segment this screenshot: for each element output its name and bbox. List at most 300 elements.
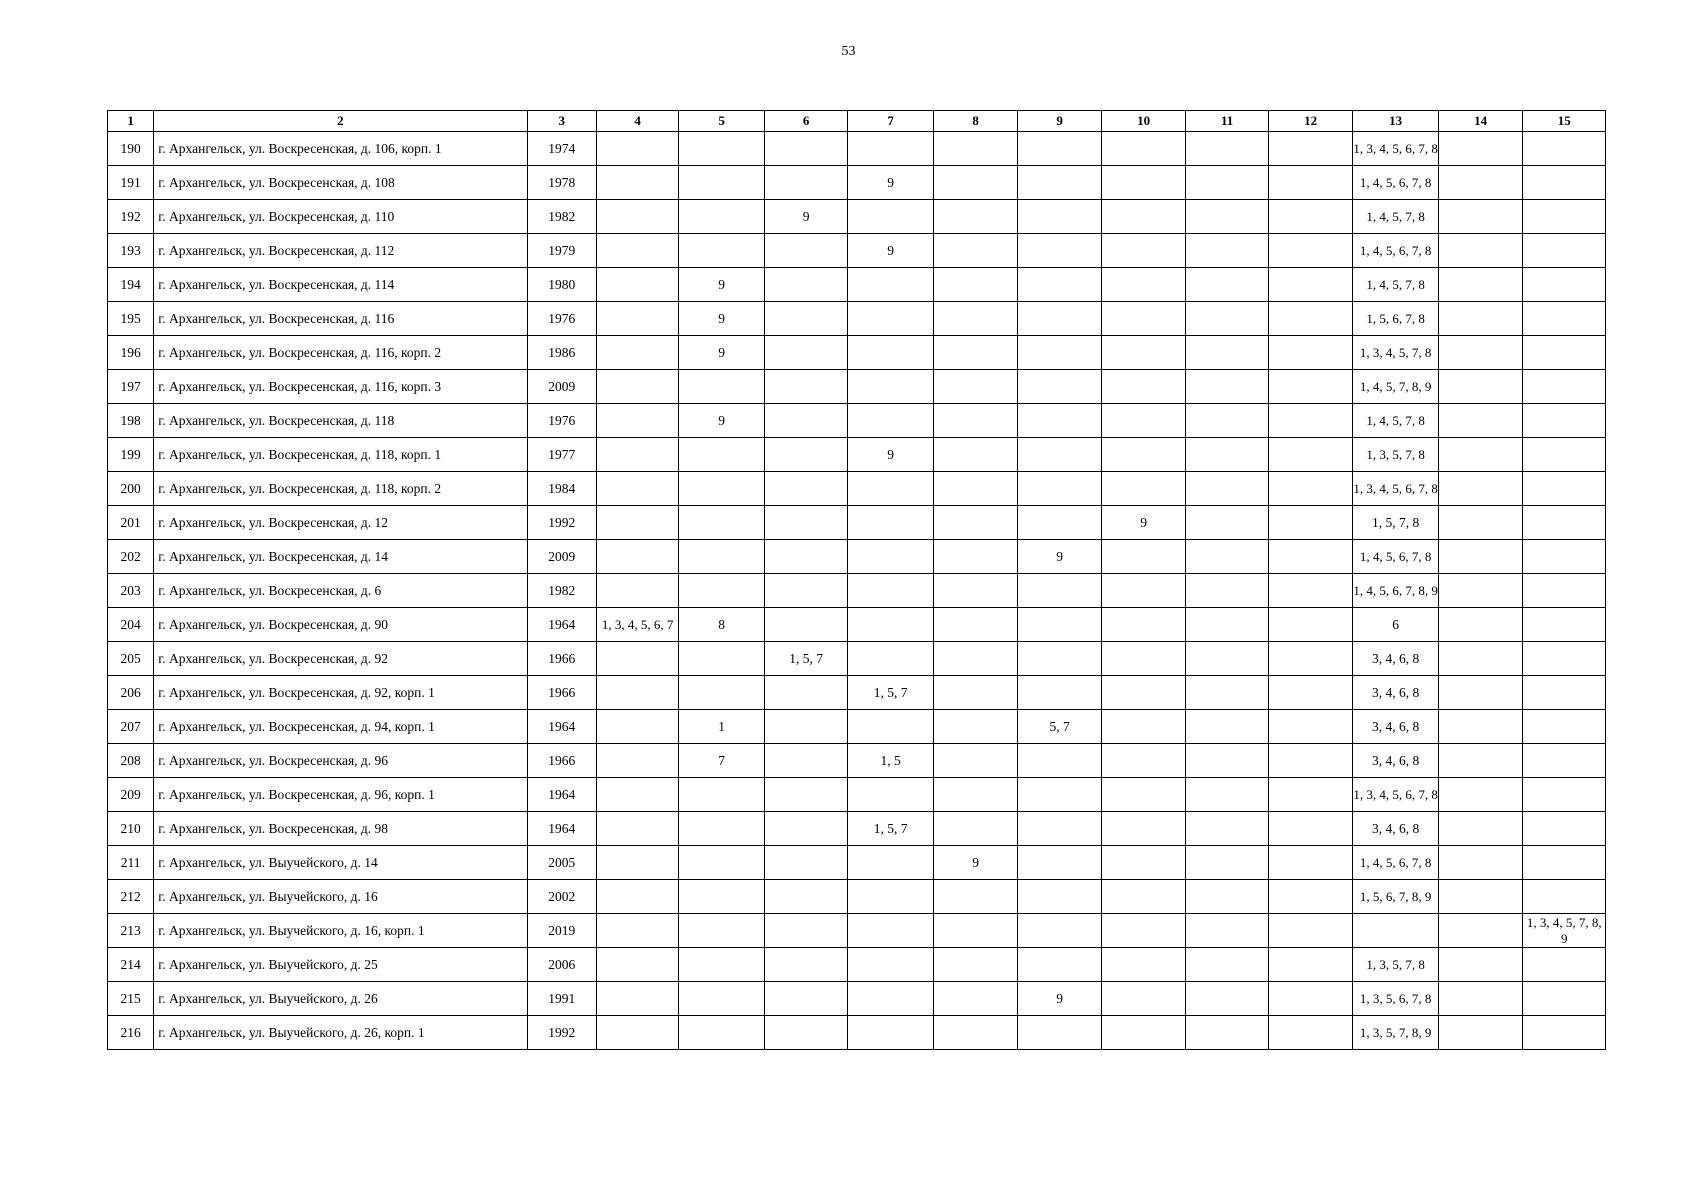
table-cell: 9 xyxy=(848,234,934,268)
table-cell xyxy=(1101,608,1186,642)
table-cell xyxy=(933,778,1018,812)
table-cell: 1, 4, 5, 6, 7, 8 xyxy=(1353,846,1439,880)
table-row xyxy=(108,948,1606,982)
table-cell xyxy=(596,472,678,506)
table-cell xyxy=(933,744,1018,778)
table-row xyxy=(108,574,1606,608)
year-cell: 2019 xyxy=(527,914,596,948)
table-cell xyxy=(848,982,934,1016)
column-header-9: 9 xyxy=(1018,111,1102,132)
table-cell xyxy=(933,132,1018,166)
table-cell xyxy=(1523,540,1606,574)
table-cell xyxy=(1186,336,1268,370)
table-cell xyxy=(933,948,1018,982)
table-cell xyxy=(764,302,848,336)
table-row xyxy=(108,744,1606,778)
table-cell xyxy=(1523,812,1606,846)
year-cell: 1974 xyxy=(527,132,596,166)
table-cell: 1, 4, 5, 6, 7, 8, 9 xyxy=(1353,574,1439,608)
table-cell xyxy=(1101,778,1186,812)
row-number-cell: 210 xyxy=(108,812,154,846)
table-cell xyxy=(596,744,678,778)
table-cell xyxy=(1018,1016,1102,1050)
table-cell xyxy=(1186,268,1268,302)
table-cell xyxy=(1438,710,1523,744)
table-cell xyxy=(1186,948,1268,982)
address-cell: г. Архангельск, ул. Воскресенская, д. 96 xyxy=(154,744,527,778)
table-cell: 1, 3, 4, 5, 6, 7 xyxy=(596,608,678,642)
table-row xyxy=(108,982,1606,1016)
table-cell xyxy=(1268,982,1353,1016)
table-cell xyxy=(1268,268,1353,302)
table-cell xyxy=(596,506,678,540)
table-cell xyxy=(596,302,678,336)
table-cell xyxy=(596,812,678,846)
year-cell: 1986 xyxy=(527,336,596,370)
table-cell xyxy=(1186,540,1268,574)
row-number-cell: 196 xyxy=(108,336,154,370)
table-cell xyxy=(1438,642,1523,676)
table-cell xyxy=(1101,234,1186,268)
table-cell: 1, 3, 4, 5, 7, 8, 9 xyxy=(1523,914,1606,948)
table-row xyxy=(108,778,1606,812)
table-cell xyxy=(848,574,934,608)
table-cell xyxy=(596,1016,678,1050)
column-header-4: 4 xyxy=(596,111,678,132)
year-cell: 2002 xyxy=(527,880,596,914)
table-cell xyxy=(764,438,848,472)
table-cell: 1, 3, 4, 5, 7, 8 xyxy=(1353,336,1439,370)
row-number-cell: 213 xyxy=(108,914,154,948)
table-cell xyxy=(1101,370,1186,404)
table-cell xyxy=(1523,132,1606,166)
table-cell xyxy=(1101,676,1186,710)
table-row xyxy=(108,710,1606,744)
table-cell xyxy=(764,1016,848,1050)
table-cell: 5, 7 xyxy=(1018,710,1102,744)
table-cell xyxy=(1268,302,1353,336)
table-cell xyxy=(1186,438,1268,472)
table-cell xyxy=(764,574,848,608)
table-cell xyxy=(1438,880,1523,914)
year-cell: 1980 xyxy=(527,268,596,302)
table-cell xyxy=(596,370,678,404)
table-cell xyxy=(1101,812,1186,846)
address-cell: г. Архангельск, ул. Воскресенская, д. 116, корп. 3 xyxy=(154,370,527,404)
table-cell xyxy=(1186,1016,1268,1050)
table-cell: 1, 3, 5, 7, 8, 9 xyxy=(1353,1016,1439,1050)
table-cell: 1, 3, 4, 5, 6, 7, 8 xyxy=(1353,778,1439,812)
table-cell: 1, 5, 7, 8 xyxy=(1353,506,1439,540)
table-cell xyxy=(596,540,678,574)
table-cell xyxy=(596,948,678,982)
address-cell: г. Архангельск, ул. Воскресенская, д. 116 xyxy=(154,302,527,336)
address-cell: г. Архангельск, ул. Воскресенская, д. 118 xyxy=(154,404,527,438)
address-cell: г. Архангельск, ул. Воскресенская, д. 92, корп. 1 xyxy=(154,676,527,710)
table-row xyxy=(108,404,1606,438)
table-cell xyxy=(1268,166,1353,200)
table-cell xyxy=(1101,166,1186,200)
table-cell xyxy=(1523,744,1606,778)
table-cell: 1, 5 xyxy=(848,744,934,778)
address-cell: г. Архангельск, ул. Выучейского, д. 26, корп. 1 xyxy=(154,1016,527,1050)
table-cell xyxy=(764,540,848,574)
table-cell xyxy=(933,336,1018,370)
table-cell: 9 xyxy=(933,846,1018,880)
address-cell: г. Архангельск, ул. Воскресенская, д. 12 xyxy=(154,506,527,540)
table-cell xyxy=(933,200,1018,234)
table-cell xyxy=(933,676,1018,710)
table-cell xyxy=(596,778,678,812)
table-cell xyxy=(848,506,934,540)
table-row xyxy=(108,812,1606,846)
address-cell: г. Архангельск, ул. Воскресенская, д. 6 xyxy=(154,574,527,608)
table-cell xyxy=(1186,642,1268,676)
table-cell xyxy=(1438,982,1523,1016)
table-cell xyxy=(1523,574,1606,608)
table-row xyxy=(108,234,1606,268)
table-cell: 1, 4, 5, 7, 8 xyxy=(1353,268,1439,302)
row-number-cell: 212 xyxy=(108,880,154,914)
address-cell: г. Архангельск, ул. Воскресенская, д. 118, корп. 1 xyxy=(154,438,527,472)
table-cell: 1, 5, 6, 7, 8 xyxy=(1353,302,1439,336)
table-cell xyxy=(848,404,934,438)
table-cell xyxy=(1523,846,1606,880)
row-number-cell: 191 xyxy=(108,166,154,200)
table-cell xyxy=(764,914,848,948)
table-cell xyxy=(1186,778,1268,812)
table-row xyxy=(108,914,1606,948)
table-cell xyxy=(1268,744,1353,778)
table-cell xyxy=(596,200,678,234)
table-cell xyxy=(1101,200,1186,234)
table-row xyxy=(108,268,1606,302)
table-cell xyxy=(933,506,1018,540)
table-cell xyxy=(596,438,678,472)
row-number-cell: 204 xyxy=(108,608,154,642)
table-cell: 3, 4, 6, 8 xyxy=(1353,642,1439,676)
table-cell xyxy=(848,846,934,880)
table-cell: 9 xyxy=(679,302,765,336)
table-cell xyxy=(1268,1016,1353,1050)
year-cell: 1976 xyxy=(527,404,596,438)
table-cell xyxy=(1101,268,1186,302)
table-cell xyxy=(1438,778,1523,812)
table-cell xyxy=(1523,642,1606,676)
table-cell xyxy=(1186,302,1268,336)
table-cell xyxy=(933,880,1018,914)
table-body xyxy=(108,132,1606,1050)
table-cell xyxy=(1186,982,1268,1016)
table-cell xyxy=(596,336,678,370)
table-cell: 9 xyxy=(848,438,934,472)
table-cell xyxy=(764,710,848,744)
table-cell xyxy=(679,676,765,710)
table-cell xyxy=(764,846,848,880)
table-cell xyxy=(1018,438,1102,472)
table-cell xyxy=(933,370,1018,404)
table-cell: 9 xyxy=(679,336,765,370)
table-cell: 1, 3, 4, 5, 6, 7, 8 xyxy=(1353,132,1439,166)
table-cell xyxy=(764,982,848,1016)
address-cell: г. Архангельск, ул. Воскресенская, д. 96, корп. 1 xyxy=(154,778,527,812)
column-header-1: 1 xyxy=(108,111,154,132)
table-cell xyxy=(1523,676,1606,710)
table-cell xyxy=(933,710,1018,744)
table-cell xyxy=(1018,200,1102,234)
table-cell xyxy=(1438,948,1523,982)
table-cell xyxy=(764,608,848,642)
table-cell xyxy=(848,336,934,370)
table-cell xyxy=(1018,880,1102,914)
table-cell: 1, 4, 5, 7, 8 xyxy=(1353,404,1439,438)
table-cell: 7 xyxy=(679,744,765,778)
table-cell xyxy=(1101,948,1186,982)
table-cell xyxy=(1523,200,1606,234)
table-cell xyxy=(848,302,934,336)
table-cell xyxy=(1523,438,1606,472)
table-cell xyxy=(1523,336,1606,370)
table-cell xyxy=(933,438,1018,472)
table-cell xyxy=(1268,200,1353,234)
table-cell xyxy=(1438,438,1523,472)
table-cell xyxy=(679,642,765,676)
table-cell xyxy=(1018,744,1102,778)
table-cell xyxy=(1186,812,1268,846)
row-number-cell: 203 xyxy=(108,574,154,608)
row-number-cell: 208 xyxy=(108,744,154,778)
table-cell xyxy=(1438,812,1523,846)
row-number-cell: 209 xyxy=(108,778,154,812)
table-cell xyxy=(1523,1016,1606,1050)
table-cell: 1, 3, 4, 5, 6, 7, 8 xyxy=(1353,472,1439,506)
table-cell: 6 xyxy=(1353,608,1439,642)
table-cell xyxy=(1438,540,1523,574)
table-cell: 9 xyxy=(679,404,765,438)
table-cell xyxy=(1101,846,1186,880)
table-cell xyxy=(1438,574,1523,608)
table-cell xyxy=(1186,234,1268,268)
column-header-15: 15 xyxy=(1523,111,1606,132)
address-cell: г. Архангельск, ул. Выучейского, д. 25 xyxy=(154,948,527,982)
column-header-6: 6 xyxy=(764,111,848,132)
table-row xyxy=(108,1016,1606,1050)
table-cell xyxy=(848,370,934,404)
table-cell xyxy=(596,574,678,608)
table-cell xyxy=(1438,268,1523,302)
table-cell: 1, 3, 5, 6, 7, 8 xyxy=(1353,982,1439,1016)
table-cell xyxy=(596,914,678,948)
address-cell: г. Архангельск, ул. Выучейского, д. 14 xyxy=(154,846,527,880)
table-cell xyxy=(1268,710,1353,744)
table-cell xyxy=(1438,200,1523,234)
table-cell xyxy=(933,540,1018,574)
table-cell xyxy=(1523,982,1606,1016)
table-cell xyxy=(1186,506,1268,540)
table-cell: 9 xyxy=(764,200,848,234)
address-cell: г. Архангельск, ул. Выучейского, д. 16, корп. 1 xyxy=(154,914,527,948)
table-cell: 3, 4, 6, 8 xyxy=(1353,744,1439,778)
table-cell xyxy=(1186,880,1268,914)
table-cell xyxy=(596,880,678,914)
year-cell: 1966 xyxy=(527,676,596,710)
table-cell xyxy=(933,574,1018,608)
table-cell xyxy=(1438,336,1523,370)
table-row xyxy=(108,540,1606,574)
table-cell xyxy=(596,234,678,268)
table-cell xyxy=(679,574,765,608)
table-cell xyxy=(1186,166,1268,200)
row-number-cell: 216 xyxy=(108,1016,154,1050)
table-cell xyxy=(1268,234,1353,268)
year-cell: 1984 xyxy=(527,472,596,506)
table-cell xyxy=(679,914,765,948)
year-cell: 1991 xyxy=(527,982,596,1016)
table-cell xyxy=(679,982,765,1016)
table-cell: 1, 4, 5, 6, 7, 8 xyxy=(1353,234,1439,268)
table-cell xyxy=(1268,846,1353,880)
table-cell xyxy=(1523,302,1606,336)
column-header-14: 14 xyxy=(1438,111,1523,132)
table-cell: 1, 5, 7 xyxy=(848,676,934,710)
table-cell xyxy=(933,812,1018,846)
table-cell xyxy=(933,302,1018,336)
row-number-cell: 205 xyxy=(108,642,154,676)
row-number-cell: 193 xyxy=(108,234,154,268)
table-cell xyxy=(933,914,1018,948)
row-number-cell: 215 xyxy=(108,982,154,1016)
table-cell xyxy=(1101,540,1186,574)
table-cell xyxy=(764,132,848,166)
table-cell xyxy=(596,982,678,1016)
table-cell xyxy=(1101,302,1186,336)
table-cell xyxy=(764,506,848,540)
table-cell xyxy=(1523,268,1606,302)
table-cell xyxy=(1018,676,1102,710)
table-cell: 9 xyxy=(679,268,765,302)
table-cell xyxy=(1186,676,1268,710)
table-cell: 1, 3, 5, 7, 8 xyxy=(1353,438,1439,472)
row-number-cell: 200 xyxy=(108,472,154,506)
table-cell xyxy=(1186,744,1268,778)
address-cell: г. Архангельск, ул. Воскресенская, д. 118, корп. 2 xyxy=(154,472,527,506)
table-cell xyxy=(596,268,678,302)
table-cell xyxy=(1101,744,1186,778)
table-cell xyxy=(1438,744,1523,778)
table-cell xyxy=(933,234,1018,268)
table-cell xyxy=(764,370,848,404)
table-row xyxy=(108,676,1606,710)
table-cell xyxy=(1101,336,1186,370)
table-cell xyxy=(1186,370,1268,404)
year-cell: 1964 xyxy=(527,710,596,744)
address-cell: г. Архангельск, ул. Воскресенская, д. 108 xyxy=(154,166,527,200)
row-number-cell: 190 xyxy=(108,132,154,166)
table-cell xyxy=(1438,166,1523,200)
table-cell: 1, 3, 5, 7, 8 xyxy=(1353,948,1439,982)
table-cell xyxy=(848,778,934,812)
table-cell xyxy=(1268,540,1353,574)
table-cell xyxy=(1101,574,1186,608)
table-cell xyxy=(1523,234,1606,268)
table-cell xyxy=(848,880,934,914)
column-header-10: 10 xyxy=(1101,111,1186,132)
year-cell: 1982 xyxy=(527,200,596,234)
year-cell: 1964 xyxy=(527,812,596,846)
row-number-cell: 198 xyxy=(108,404,154,438)
table-cell xyxy=(679,1016,765,1050)
table-cell xyxy=(1018,336,1102,370)
table-cell xyxy=(679,948,765,982)
table-cell xyxy=(1101,1016,1186,1050)
year-cell: 2009 xyxy=(527,540,596,574)
year-cell: 1966 xyxy=(527,744,596,778)
table-cell xyxy=(933,472,1018,506)
table-cell xyxy=(1186,846,1268,880)
table-cell xyxy=(1018,302,1102,336)
table-cell: 1, 5, 6, 7, 8, 9 xyxy=(1353,880,1439,914)
table-cell xyxy=(764,676,848,710)
table-cell xyxy=(679,812,765,846)
table-cell xyxy=(1268,812,1353,846)
table-cell xyxy=(679,506,765,540)
table-row xyxy=(108,608,1606,642)
table-cell xyxy=(1438,506,1523,540)
table-cell xyxy=(1438,302,1523,336)
table-cell xyxy=(764,744,848,778)
table-cell xyxy=(1268,132,1353,166)
table-cell xyxy=(1523,710,1606,744)
table-cell: 1, 4, 5, 7, 8 xyxy=(1353,200,1439,234)
address-cell: г. Архангельск, ул. Выучейского, д. 16 xyxy=(154,880,527,914)
table-cell xyxy=(848,540,934,574)
row-number-cell: 194 xyxy=(108,268,154,302)
table-cell: 3, 4, 6, 8 xyxy=(1353,812,1439,846)
table-cell xyxy=(933,642,1018,676)
table-cell xyxy=(1101,710,1186,744)
address-cell: г. Архангельск, ул. Воскресенская, д. 14 xyxy=(154,540,527,574)
year-cell: 1964 xyxy=(527,778,596,812)
column-header-8: 8 xyxy=(933,111,1018,132)
address-cell: г. Архангельск, ул. Воскресенская, д. 110 xyxy=(154,200,527,234)
table-cell xyxy=(1186,914,1268,948)
row-number-cell: 206 xyxy=(108,676,154,710)
table-cell xyxy=(1268,438,1353,472)
table-row xyxy=(108,302,1606,336)
table-cell xyxy=(1268,948,1353,982)
table-cell xyxy=(1523,472,1606,506)
table-cell: 1, 4, 5, 7, 8, 9 xyxy=(1353,370,1439,404)
column-header-5: 5 xyxy=(679,111,765,132)
table-row xyxy=(108,642,1606,676)
table-cell xyxy=(1018,166,1102,200)
table-cell xyxy=(1018,506,1102,540)
table-cell xyxy=(933,268,1018,302)
table-cell xyxy=(848,472,934,506)
table-cell: 1, 5, 7 xyxy=(848,812,934,846)
table-row xyxy=(108,166,1606,200)
table-cell xyxy=(764,812,848,846)
table-cell xyxy=(1018,642,1102,676)
address-cell: г. Архангельск, ул. Воскресенская, д. 116, корп. 2 xyxy=(154,336,527,370)
table-cell xyxy=(596,846,678,880)
year-cell: 1966 xyxy=(527,642,596,676)
table-cell xyxy=(933,166,1018,200)
table-cell xyxy=(1018,268,1102,302)
table-cell xyxy=(1523,506,1606,540)
table-cell xyxy=(1523,778,1606,812)
table-cell xyxy=(1523,404,1606,438)
